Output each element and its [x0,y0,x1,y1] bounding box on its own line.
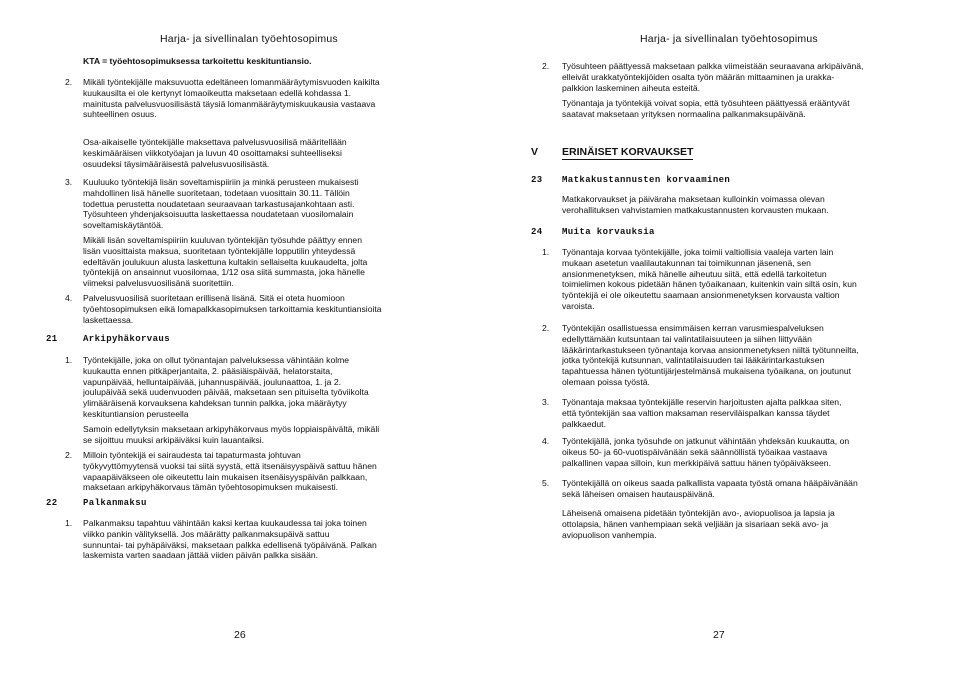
paragraph: Palkanmaksu tapahtuu vähintään kaksi kertaa kuukaudessa tai joka toinen viikko pankin välityksellä. Jos määrätty palkanmaksupäivä sattuu sunnuntai- tai pyhäpäiväksi, maksetaan palkka edellisenä työpäivänä. Palkan laskemista varten saadaan jättää viiden päivän palkka sisään. [83,518,377,561]
chapter-number: V [531,146,539,158]
section-heading: Arkipyhäkorvaus [83,334,171,344]
item-number: 3. [542,397,550,407]
paragraph: Mikäli työntekijälle maksuvuotta edeltäneen lomanmääräytymisvuoden kaikilta kuukausilta ei ole kertynyt lomaoikeutta maksetaan edellä kohdassa 1. mainitusta palvelusvuosilisästä täysiä lomanmääräytymiskuukausia vastaava suhteellinen osuus. [83,77,380,120]
paragraph: Mikäli lisän soveltamispiiriin kuuluvan työntekijän työsuhde päättyy ennen lisän vuosittaista maksua, suoritetaan työntekijälle lopputilin yhteydessä edeltävän joulukuun alusta laskettuna kultakin sellaiselta kuukaudelta, jolta työntekijä on ansainnut vuosilomaa, 1/12 osa siitä summasta, joka hänelle viimeksi palvelusvuosilisänä suoritettiin. [83,235,368,289]
item-number: 2. [65,450,73,460]
running-head: Harja- ja sivellinalan työehtosopimus [640,33,818,45]
paragraph: Kuuluuko työntekijä lisän soveltamispiiriin ja minkä perusteen mukaisesti mahdollinen lisä hänelle suoritetaan, todetaan vuosittain 30.11. Tällöin todettua perustetta noudatetaan seuraavaan tarkastusajankohtaan asti. Työsuhteen yhdenjaksoisuutta laskettaessa noudatetaan vuosilomalain soveltamiskäytäntöä. [83,177,359,231]
paragraph: Työntekijällä, jonka työsuhde on jatkunut vähintään yhdeksän kuukautta, on oikeus 50- ja 60-vuotispäivänään sekä säännöllistä työaikaa vastaava palkallinen vapaa silloin, kun merkkipäivä sattuu hänen työpäiväkseen. [562,436,850,468]
section-number: 22 [46,498,58,508]
item-number: 2. [65,77,73,87]
section-number: 21 [46,334,58,344]
page-number: 27 [713,629,725,641]
section-number: 23 [531,175,543,185]
paragraph: Läheisenä omaisena pidetään työntekijän avo-, aviopuolisoa ja lapsia ja ottolapsia, hänen vanhempiaan sekä veljiään ja sisariaan sekä avo- ja aviopuolison vanhempia. [562,508,835,540]
paragraph: Työnantaja ja työntekijä voivat sopia, että työsuhteen päättyessä erääntyvät saatavat maksetaan yrityksen normaalina palkanmaksupäivänä. [562,98,850,119]
section-heading: Matkakustannusten korvaaminen [562,175,731,185]
section-heading: Muita korvauksia [562,227,655,237]
item-number: 2. [542,61,550,71]
item-number: 1. [65,518,73,528]
paragraph: Työnantaja maksaa työntekijälle reservin harjoitusten ajalta palkkaa siten, että työntekijän saa valtion maksaman reserviläispalkan kanssa täydet palkkaedut. [562,397,842,429]
paragraph: Osa-aikaiselle työntekijälle maksettava palvelusvuosilisä määritellään keskimääräisen viikkotyöajan ja luvun 40 osoittamaksi suhteelliseksi osuudeksi täysimääräisestä palvelusvuosilisästä. [83,137,347,169]
paragraph: Samoin edellytyksin maksetaan arkipyhäkorvaus myös loppiaispäivältä, mikäli se sijoittuu muuksi arkipäiväksi kuin lauantaiksi. [83,424,380,445]
paragraph: Työntekijän osallistuessa ensimmäisen kerran varusmiespalveluksen edellyttämään kutsuntaan tai valintatilaisuuteen ja siihen liittyvään lääkärintarkastukseen työnantaja korvaa ansionmenetyksen niiltä työtunneilta, jotka työntekijä kutsunnan, valintatilaisuuden tai lääkärintarkastuksen tapahtuessa hänen työtuntijärjestelmänsä mukaisena työaikana, on joutunut olemaan poissa työstä. [562,323,859,387]
item-number: 4. [65,293,73,303]
chapter-title: ERINÄISET KORVAUKSET [562,146,694,158]
paragraph: Työntekijälle, joka on ollut työnantajan palveluksessa vähintään kolme kuukautta ennen pitkäperjantaita, 2. pääsiäispäivää, helatorstaita, vapunpäivää, helluntaipäivää, juhannuspäivää, joulunaattoa, 1. ja 2. joulupäivää sekä uudenvuoden päivää, maksetaan sen pituiselta työviikolta ylimääräisenä korvauksena kahdeksan tunnin palkka, joka määräytyy keskituntiansion perusteella [83,355,369,419]
paragraph: Työsuhteen päättyessä maksetaan palkka viimeistään seuraavana arkipäivänä, elleivät urakkatyöntekijöiden osalta työn määrän mittaaminen ja urakka- palkkion laskeminen aiheuta esteitä. [562,61,864,93]
paragraph: Milloin työntekijä ei sairaudesta tai tapaturmasta johtuvan työkyvyttömyytensä vuoksi tai siitä syystä, että itsenäisyyspäivä sattuu hänen vapaapäiväkseen ole oikeutettu lain mukaisen itsenäisyyspäivän palkkaan, maksetaan arkipyhäkorvaus tämän työehtosopimuksen mukaisesti. [83,450,377,493]
item-number: 3. [65,177,73,187]
page-right [480,0,960,674]
section-number: 24 [531,227,543,237]
item-number: 1. [542,247,550,257]
item-number: 5. [542,478,550,488]
paragraph: Palvelusvuosilisä suoritetaan erillisenä lisänä. Sitä ei oteta huomioon työehtosopimuksen eikä lomapalkkasopimuksen tarkoittamia keskituntiansioita laskettaessa. [83,293,382,325]
paragraph: Työnantaja korvaa työntekijälle, joka toimii valtiollisia vaaleja varten lain mukaan asetetun vaalilautakunnan tai toimikunnan jäsenenä, sen ansionmenetyksen, mikä hänelle aiheutuu siitä, että edellä tarkoitetun toimielimen kokous pidetään hänen työaikanaan, kuitenkin vain siltä osin, kun työntekijä ei ole oikeutettu saamaan ansionmenetyksen korvausta valtion varoista. [562,247,857,311]
page-number: 26 [234,629,246,641]
item-number: 1. [65,355,73,365]
paragraph: Matkakorvaukset ja päiväraha maksetaan kulloinkin voimassa olevan verohallituksen vahvistamien matkakustannusten korvausten mukaan. [562,194,829,215]
running-head: Harja- ja sivellinalan työehtosopimus [160,33,338,45]
paragraph: Työntekijällä on oikeus saada palkallista vapaata työstä omana hääpäivänään sekä läheisen omaisen hautauspäivänä. [562,478,858,499]
item-number: 4. [542,436,550,446]
item-number: 2. [542,323,550,333]
kta-definition: KTA = työehtosopimuksessa tarkoitettu keskituntiansio. [83,56,312,66]
section-heading: Palkanmaksu [83,498,147,508]
